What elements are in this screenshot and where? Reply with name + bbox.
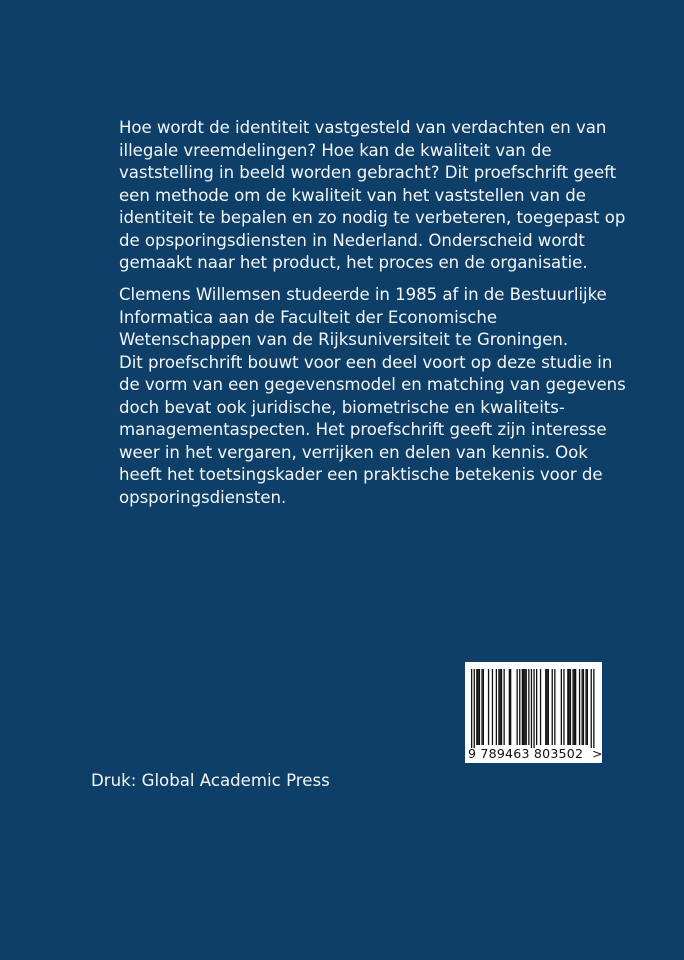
blurb-line: gemaakt naar het product, het proces en de organisatie.	[119, 253, 588, 272]
barcode-bar	[474, 669, 475, 748]
barcode-bar	[471, 669, 472, 748]
blurb-line: Informatica aan de Faculteit der Economische	[119, 307, 497, 327]
blurb-line: een methode om de kwaliteit van het vaststellen van de	[119, 185, 586, 205]
barcode-bar	[546, 669, 547, 745]
barcode-bar	[496, 669, 497, 745]
blurb-line: opsporingsdiensten.	[119, 487, 287, 507]
barcode-bar	[569, 669, 570, 745]
blurb-line: illegale vreemdelingen? Hoe kan de kwaliteit van de	[119, 140, 552, 160]
barcode-bar	[548, 669, 549, 745]
barcode-bar	[593, 669, 594, 748]
barcode-bar	[540, 669, 541, 745]
blurb-line: managementaspecten. Het proefschrift geeft zijn interesse	[119, 420, 607, 439]
quiet-zone-arrow: >	[592, 746, 603, 761]
barcode-bar	[517, 669, 518, 745]
barcode-bar	[567, 669, 568, 745]
barcode-bars	[465, 662, 602, 748]
blurb-line: Clemens Willemsen studeerde in 1985 af in de Bestuurlijke	[119, 285, 607, 304]
barcode-bar	[519, 669, 520, 745]
barcode-bar	[587, 669, 588, 745]
blurb-line: vaststelling in beeld worden gebracht? Dit proefschrift geeft	[119, 163, 617, 182]
printer-credit: Druk: Global Academic Press	[91, 771, 330, 790]
barcode-bar	[479, 669, 480, 745]
barcode-bar	[483, 669, 484, 745]
barcode-bar	[579, 669, 580, 745]
barcode-bar	[582, 669, 583, 745]
blurb-line: weer in het vergaren, verrijken en delen van kennis. Ook	[119, 442, 588, 462]
blurb-line: Dit proefschrift bouwt voor een deel voort op deze studie in	[119, 352, 613, 372]
barcode-bar	[574, 669, 575, 745]
blurb-line: Hoe wordt de identiteit vastgesteld van verdachten en van	[119, 118, 607, 137]
back-cover-blurb	[119, 117, 626, 509]
barcode-bar	[583, 669, 584, 745]
barcode-bar	[563, 669, 564, 745]
barcode-bar	[478, 669, 479, 745]
barcode-bar	[476, 669, 477, 745]
barcode-bar	[533, 669, 534, 748]
blurb-paragraph-2	[119, 284, 626, 509]
barcode-bar	[524, 669, 525, 745]
barcode-bar	[500, 669, 501, 745]
barcode-bar	[531, 669, 532, 748]
blurb-line: de vorm van een gegevensmodel en matching van gegevens	[119, 375, 626, 394]
barcode-bar	[536, 669, 537, 745]
barcode-bar	[552, 669, 553, 745]
barcode-bar	[526, 669, 527, 745]
barcode-bar	[572, 669, 573, 745]
blurb-line: doch bevat ook juridische, biometrische en kwaliteits-	[119, 397, 565, 417]
barcode-bar	[522, 669, 523, 745]
barcode-bar	[498, 669, 499, 745]
barcode-bar	[545, 669, 546, 745]
isbn-barcode	[465, 662, 602, 763]
barcode-bar	[570, 669, 571, 745]
barcode-bar	[585, 669, 586, 745]
barcode-bar	[561, 669, 562, 745]
blurb-line: identiteit te bepalen en zo nodig te verbeteren, toegepast op	[119, 208, 626, 227]
isbn-number: 9 789463 803502	[468, 746, 584, 761]
barcode-bar	[504, 669, 505, 745]
barcode-bar	[488, 669, 489, 745]
blurb-line: de opsporingsdiensten in Nederland. Onderscheid wordt	[119, 230, 585, 250]
barcode-bar	[501, 669, 502, 745]
barcode-bar	[554, 669, 555, 745]
blurb-line: Wetenschappen van de Rijksuniversiteit te Groningen.	[119, 330, 569, 349]
barcode-bar	[523, 669, 524, 745]
blurb-line: heeft het toetsingskader een praktische betekenis voor de	[119, 465, 603, 484]
barcode-bar	[575, 669, 576, 745]
barcode-bar	[492, 669, 493, 745]
blurb-paragraph-1	[119, 117, 626, 275]
barcode-bar	[481, 669, 482, 745]
barcode-bar	[591, 669, 592, 748]
barcode-bar	[510, 669, 511, 745]
barcode-bar	[509, 669, 510, 745]
barcode-bar	[528, 669, 529, 745]
